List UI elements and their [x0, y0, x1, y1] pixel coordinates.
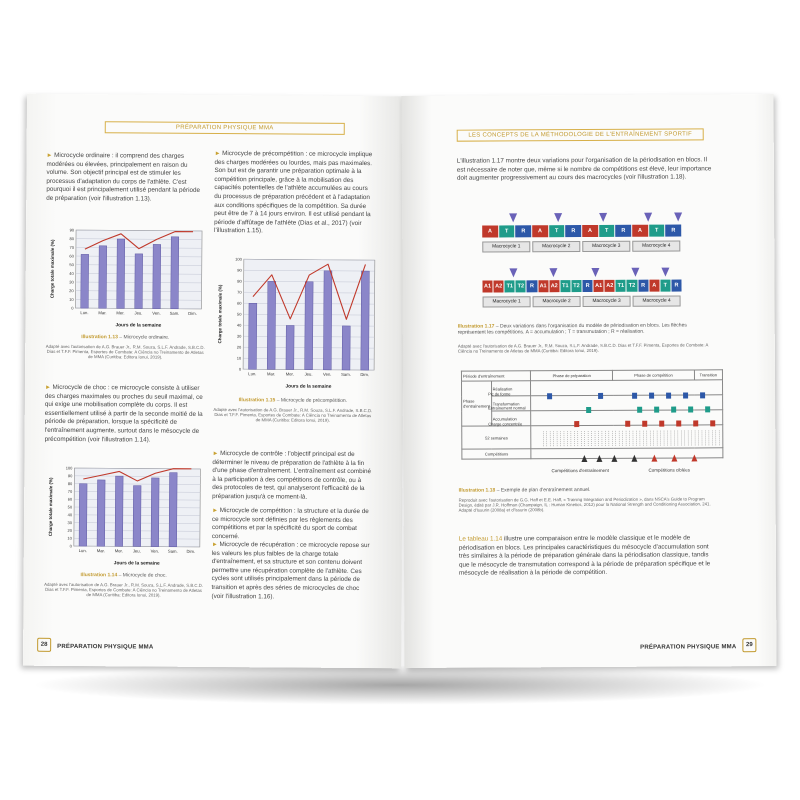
- chart-microcycle-ordinaire: [45, 224, 206, 333]
- y-tick-label: 50: [69, 262, 74, 268]
- bar: [171, 237, 179, 309]
- bar: [79, 484, 87, 546]
- text-microcycle-competition: ► Microcycle de compétition : la structure et la durée de ce microcycle sont définies par les règlements des compétitions et par la spécificité du sport de combat concerné.: [211, 507, 369, 540]
- phase-mark: [625, 421, 630, 427]
- y-axis-label: Charge totale maximale (%): [217, 284, 223, 344]
- right-page: [402, 94, 777, 668]
- x-tick-label: Mer.: [116, 310, 125, 316]
- y-tick-label: 0: [238, 366, 242, 372]
- macrocycle-label: Macrocycle 2: [532, 241, 580, 252]
- competition-marker-icon: [596, 455, 602, 462]
- x-tick-label: Jeu.: [132, 548, 141, 554]
- competition-marker-icon: [631, 455, 637, 462]
- credit-1-14: Adapté avec l'autorisation de A.G. Brauer Jr., R.M. Souza, S.L.F. Andrade, S.B.C.D. Dias et T.F.F. Pimenta, Esportes de Combate: A Ciência no Treinamento de Atletas de MMA (Curitiba: Editora Ionui, 2019).: [44, 581, 204, 599]
- x-tick-label: Mer.: [285, 371, 294, 377]
- phase-mark: [659, 421, 664, 427]
- competition-arrow-icon: [549, 268, 557, 277]
- phase-mark: [666, 393, 671, 399]
- plan-phase-comp: Phase de compétition: [613, 370, 695, 380]
- y-tick-label: 20: [67, 527, 72, 533]
- plan-charge: Charge concentrée: [488, 421, 523, 427]
- y-tick-label: 50: [67, 504, 73, 510]
- block-a: A: [582, 225, 598, 237]
- phase-mark: [649, 393, 654, 399]
- y-tick-label: 60: [237, 300, 242, 306]
- plan-semaines: 52 semaines: [462, 426, 532, 449]
- chart-microcycle-precompetition: [213, 253, 379, 394]
- bar: [135, 254, 143, 309]
- block-r: R: [616, 225, 632, 237]
- plan-phase-label: Phase d'entraînement: [461, 381, 491, 426]
- phase-mark: [688, 406, 693, 412]
- phase-mark: [586, 407, 591, 413]
- block-t: T: [649, 225, 665, 237]
- block-a: A: [632, 225, 648, 237]
- bar: [286, 326, 294, 370]
- competition-arrow-icon: [661, 268, 669, 277]
- left-running-header: PRÉPARATION PHYSIQUE MMA: [105, 121, 345, 135]
- block-t: T: [660, 280, 670, 292]
- competition-arrow-icon: [509, 213, 517, 222]
- y-axis-label: Charge totale maximale (%): [47, 477, 54, 537]
- plan-transition: Transition: [694, 370, 722, 380]
- competition-arrow-icon: [591, 268, 599, 277]
- y-tick-label: 30: [69, 279, 74, 285]
- bar: [117, 239, 125, 308]
- phase-mark: [654, 407, 659, 413]
- block-a1: A1: [594, 280, 604, 292]
- y-tick-label: 20: [236, 344, 242, 350]
- x-tick-label: Mer.: [114, 548, 123, 554]
- macrocycle-label: Macrocycle 1: [483, 296, 531, 307]
- phase-mark: [676, 421, 681, 427]
- y-tick-label: 40: [67, 512, 73, 518]
- y-tick-label: 90: [237, 267, 242, 273]
- x-tick-label: Dim.: [360, 372, 370, 378]
- phase-mark: [710, 420, 715, 426]
- macrocycle-label: Macrocycle 4: [633, 296, 681, 307]
- y-tick-label: 50: [236, 311, 242, 317]
- x-tick-label: Lun.: [248, 371, 257, 377]
- block-t: T: [499, 225, 515, 237]
- caption-1-15: Illustration 1.15 – Microcycle de précompétition.: [238, 397, 348, 404]
- plan-competitions: Compétitions: [462, 449, 532, 459]
- y-tick-label: 40: [236, 322, 242, 328]
- x-tick-label: Sam.: [341, 371, 351, 377]
- macrocycle-label: Macrocycle 2: [533, 296, 581, 307]
- plan-comp-entrainement: Compétitions d'entraînement: [551, 467, 609, 474]
- phase-mark: [547, 393, 552, 399]
- caption-1-17: Illustration 1.17 – Deux variations dans l'organisation du modèle de périodisation en blocs. Les flèches représentent les compétitions. A = accumulation ; T = transmutation ; R = réalisation.: [457, 322, 687, 336]
- bar: [361, 271, 370, 370]
- block-t: T: [549, 225, 565, 237]
- y-tick-label: 60: [67, 496, 73, 502]
- x-tick-label: Mar.: [98, 310, 107, 316]
- macrocycle-label: Macrocycle 4: [632, 241, 680, 252]
- x-tick-label: Ven.: [152, 310, 161, 316]
- block-r: R: [566, 225, 582, 237]
- bar: [115, 476, 123, 546]
- phase-mark: [574, 421, 579, 427]
- competition-marker-icon: [671, 455, 677, 462]
- competition-marker-icon: [691, 454, 697, 461]
- book-shadow: [30, 665, 770, 705]
- plan-pic: Pic de forme: [488, 391, 511, 397]
- block-t1: T1: [616, 280, 626, 292]
- competition-arrow-icon: [674, 213, 682, 222]
- y-tick-label: 70: [69, 244, 74, 250]
- phase-mark: [637, 407, 642, 413]
- x-tick-label: Ven.: [323, 371, 332, 377]
- block-a2: A2: [605, 280, 615, 292]
- left-page-number: 28: [37, 638, 51, 652]
- x-tick-label: Mar.: [267, 371, 276, 377]
- phase-mark: [693, 420, 698, 426]
- block-t2: T2: [516, 280, 526, 292]
- block-a: A: [482, 225, 498, 237]
- x-tick-label: Sam.: [167, 548, 178, 554]
- y-tick-label: 0: [71, 305, 74, 311]
- caption-1-14: Illustration 1.14 – Microcycle de choc.: [80, 572, 167, 579]
- plan-periode: Période d'entraînement: [461, 371, 531, 381]
- x-tick-label: Mar.: [96, 548, 105, 554]
- bar: [81, 254, 89, 308]
- bar: [249, 303, 257, 369]
- plan-accumulation: Accumulation: [491, 411, 531, 426]
- competition-arrow-icon: [554, 213, 562, 222]
- y-tick-label: 30: [67, 520, 73, 526]
- credit-1-18: Reproduit avec l'autorisation de G.G. Haff et E.E. Haff, « Training Integration and Periodization », dans NSCA's Guide to Program Design, édité par J.R. Hoffman (Champaign, IL : Human Kinetics, 2012) pour la National Strength and Conditioning Association, 241. Adapté d'Issurin (2008a) et d'Issurin (2008b).: [458, 496, 711, 514]
- bar: [342, 326, 350, 370]
- y-tick-label: 70: [237, 289, 242, 295]
- text-microcycle-choc: ► Microcycle de choc : ce microcycle consiste à utiliser des charges maximales ou proches du seuil maximal, ce qui exige une mobilisation complète du corps. Il est essentiellement utilisé à partir de la seconde moitié de la période de préparation, lorsque la spécificité de l'entraînement augmente, surtout dans le mésocycle de précompétition (voir l'illustration 1.14).: [44, 383, 203, 444]
- block-a1: A1: [538, 280, 548, 292]
- block-r: R: [516, 225, 532, 237]
- y-tick-label: 60: [69, 253, 74, 259]
- y-tick-label: 10: [236, 355, 242, 361]
- credit-1-13: Adapté avec l'autorisation de A.G. Brauer Jr., R.M. Souza, S.L.F. Andrade, S.B.C.D. Dias et T.F.F. Pimenta, Esportes de Combate: A Ciência no Treinamento de Atletas de MMA (Curitiba: Editora Ionui, 2019).: [45, 343, 205, 361]
- x-axis-label: Jours de la semaine: [113, 561, 160, 567]
- y-tick-label: 80: [67, 481, 73, 487]
- plan-week-ticks: [541, 428, 726, 451]
- tableau-link[interactable]: Le tableau 1.14: [458, 535, 503, 543]
- text-microcycle-ordinaire: ► Microcycle ordinaire : il comprend des charges modérées ou élevées, principalement en raison du volume. Son objectif principal est de stimuler les processus d'adaptation du corps de l'athlète. C'est pourquoi il est principalement utilisé pendant la période de préparation (voir l'illustration 1.13).: [46, 151, 201, 203]
- block-t1: T1: [505, 280, 515, 292]
- macrocycle-label: Macrocycle 3: [583, 296, 631, 307]
- block-r: R: [671, 280, 681, 292]
- chart-microcycle-choc: [44, 462, 205, 571]
- y-tick-label: 10: [67, 535, 72, 541]
- x-tick-label: Jeu.: [134, 310, 143, 316]
- bar: [153, 244, 161, 308]
- y-axis-label: Charge totale maximale (%): [49, 239, 55, 299]
- bar: [97, 480, 105, 546]
- x-tick-label: Lun.: [80, 310, 89, 316]
- right-footer: PRÉPARATION PHYSIQUE MMA: [640, 644, 737, 651]
- competition-arrow-icon: [509, 268, 517, 277]
- x-tick-label: Dim.: [188, 310, 197, 316]
- competition-marker-icon: [611, 455, 617, 462]
- plan-phase-prep: Phase de préparation: [531, 370, 613, 380]
- block-t2: T2: [627, 280, 637, 292]
- y-tick-label: 70: [67, 488, 73, 494]
- intro-paragraph: L'illustration 1.17 montre deux variations pour l'organisation de la périodisation en blocs. Il est nécessaire de noter que, même si le nombre de compétitions est élevé, leur importance doit augmenter progressivement au cours des macrocycles (voir l'illustration 1.18).: [456, 156, 712, 182]
- plan-realisation: Réalisation: [491, 381, 531, 396]
- block-a1: A1: [482, 281, 492, 293]
- y-tick-label: 20: [69, 288, 74, 294]
- block-a2: A2: [494, 280, 504, 292]
- bar: [323, 271, 332, 370]
- phase-mark: [642, 421, 647, 427]
- phase-mark: [700, 392, 705, 398]
- x-tick-label: Dim.: [186, 548, 196, 554]
- bar: [305, 282, 313, 370]
- y-tick-label: 80: [237, 278, 242, 284]
- outro-paragraph: Le tableau 1.14 illustre une comparaison entre le modèle classique et le modèle de périodisation en blocs. Les principales caractéristiques du mésocycle d'accumulation sont très similaires à la période de préparation générale dans la périodisation classique, tandis que le mésocycle de transmutation correspond à la période de préparation spécifique et le mésocycle de réalisation à la période de compétition.: [458, 534, 711, 578]
- block-r: R: [582, 280, 592, 292]
- y-tick-label: 100: [235, 256, 242, 262]
- y-tick-label: 40: [69, 270, 74, 276]
- x-tick-label: Sam.: [169, 310, 180, 316]
- right-page-number: 29: [742, 638, 756, 652]
- block-a2: A2: [549, 280, 559, 292]
- phase-mark: [671, 407, 676, 413]
- x-tick-label: Lun.: [78, 548, 87, 554]
- competition-marker-icon: [581, 455, 587, 462]
- x-tick-label: Ven.: [150, 548, 160, 554]
- bar: [169, 473, 177, 547]
- caption-1-18: Illustration 1.18 – Exemple de plan d'entraînement annuel.: [458, 486, 591, 494]
- caption-1-13: Illustration 1.13 – Microcycle ordinaire.: [81, 334, 170, 341]
- x-axis-label: Jours de la semaine: [285, 384, 332, 390]
- bar: [151, 478, 159, 547]
- y-tick-label: 90: [67, 473, 73, 479]
- plan-comp-cibles: Compétitions ciblées: [648, 467, 691, 473]
- block-r: R: [666, 225, 682, 237]
- block-r: R: [638, 280, 648, 292]
- block-t2: T2: [571, 280, 581, 292]
- phase-mark: [683, 392, 688, 398]
- right-running-header: LES CONCEPTS DE LA MÉTHODOLOGIE DE L'ENTRAÎNEMENT SPORTIF: [457, 128, 704, 141]
- left-footer: PRÉPARATION PHYSIQUE MMA: [57, 643, 154, 651]
- block-a: A: [649, 280, 659, 292]
- text-microcycle-controle: ► Microcycle de contrôle : l'objectif principal est de déterminer le niveau de préparation de l'athlète à la fin d'une phase d'entraînement. L'entraînement est combiné à la participation à des compétitions de contrôle, ou à des protocoles de test, qui analyseront l'efficacité de la préparation jusqu'à ce moment-là.: [212, 450, 372, 501]
- x-axis-label: Jours de la semaine: [115, 323, 162, 329]
- text-microcycle-precompetition: ► Microcycle de précompétition : ce microcycle implique des charges modérées ou lourdes, mais pas maximales. Son but est de garantir une préparation optimale à la compétition principale, grâce à la mobilisation des capacités potentielles de l'athlète accumulées au cours du processus de préparation précédent et à l'adaptation aux conditions spécifiques de la compétition. Sa durée peut être de 7 à 14 jours environ. Il est utilisé pendant la période d'affûtage de l'athlète (Dias et al., 2017) (voir l'illustration 1.15).: [214, 150, 373, 235]
- competition-arrow-icon: [644, 213, 652, 222]
- phase-mark: [632, 393, 637, 399]
- competition-marker-icon: [651, 455, 657, 462]
- block-a: A: [532, 225, 548, 237]
- bar: [99, 246, 107, 308]
- block-t1: T1: [560, 280, 570, 292]
- bar: [267, 281, 275, 369]
- macrocycle-label: Macrocycle 3: [582, 241, 630, 252]
- y-tick-label: 100: [65, 465, 73, 471]
- block-t: T: [599, 225, 615, 237]
- y-tick-label: 90: [69, 227, 75, 233]
- text-microcycle-recuperation: ► Microcycle de récupération : ce microcycle repose sur les valeurs les plus faibles de la charge totale d'entraînement, et sa structure et son contenu doivent permettre une récupération complète de l'athlète. Ces cycles sont utilisés principalement dans la période de transition et après des séries de microcycles de choc (voir l'illustration 1.16).: [211, 541, 370, 600]
- phase-mark: [598, 393, 603, 399]
- credit-1-17: Adapté avec l'autorisation de A.G. Brauer Jr., R.M. Souza, S.L.F. Andrade, S.B.C.D. Dias et T.F.F. Pimenta, Esportes de Combate: A Ciência no Treinamento de Atletas de MMA (Curitiba: Editora Ionui, 2019).: [457, 342, 709, 354]
- y-tick-label: 30: [236, 333, 242, 339]
- left-page: [23, 94, 405, 669]
- y-tick-label: 0: [69, 543, 72, 549]
- plan-entr-normal: Entraînement normal: [488, 405, 526, 411]
- competition-arrow-icon: [599, 213, 607, 222]
- credit-1-15: Adapté avec l'autorisation de A.G. Brauer Jr., R.M. Souza, S.L.F. Andrade, S.B.C.D. Dias et T.F.F. Pimenta, Esportes de Combate: A Ciência no Treinamento de Atletas de MMA (Curitiba: Editora Ionui, 2019).: [213, 406, 373, 424]
- macrocycle-label: Macrocycle 1: [482, 241, 530, 252]
- competition-arrow-icon: [631, 268, 639, 277]
- y-tick-label: 80: [69, 236, 75, 242]
- block-r: R: [527, 280, 537, 292]
- plan-transformation: Transformation: [491, 396, 531, 411]
- y-tick-label: 10: [69, 296, 74, 302]
- x-tick-label: Jeu.: [304, 371, 313, 377]
- phase-mark: [705, 406, 710, 412]
- bar: [133, 486, 141, 547]
